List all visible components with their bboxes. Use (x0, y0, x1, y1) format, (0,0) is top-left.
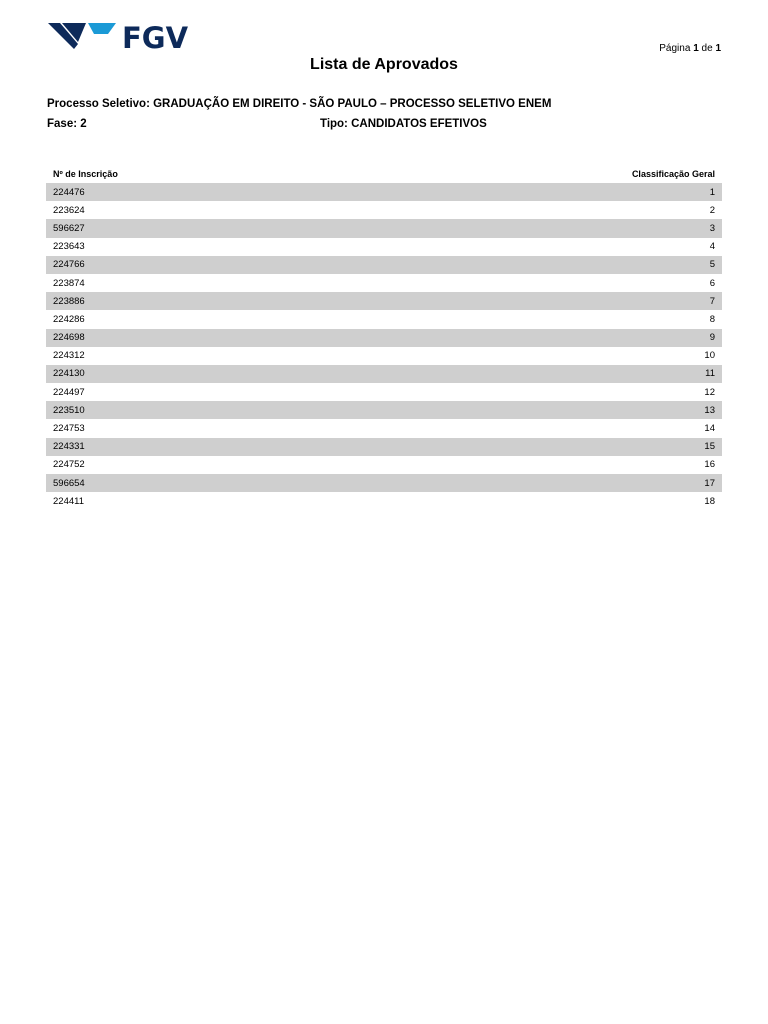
cell-inscricao: 596654 (53, 477, 85, 489)
cell-classificacao: 5 (709, 259, 715, 271)
page-total: 1 (715, 43, 721, 54)
cell-inscricao: 224766 (53, 259, 85, 271)
table-row (46, 383, 722, 401)
tipo-value: CANDIDATOS EFETIVOS (351, 118, 487, 130)
cell-inscricao: 224752 (53, 459, 85, 471)
cell-inscricao: 224130 (53, 368, 85, 380)
cell-inscricao: 223643 (53, 241, 85, 253)
page-of: de (701, 43, 713, 54)
cell-inscricao: 224753 (53, 423, 85, 435)
tipo-line (320, 118, 487, 130)
header-inscricao: Nº de Inscrição (53, 169, 118, 179)
fgv-logo (48, 22, 208, 50)
cell-inscricao: 223624 (53, 204, 85, 216)
tipo-label: Tipo: (320, 118, 348, 130)
table-row (46, 201, 722, 219)
table-row (46, 492, 722, 510)
cell-classificacao: 8 (709, 313, 715, 325)
table-row (46, 256, 722, 274)
cell-classificacao: 9 (709, 332, 715, 344)
processo-value: GRADUAÇÃO EM DIREITO - SÃO PAULO – PROCESSO SELETIVO ENEM (153, 98, 552, 110)
cell-classificacao: 15 (704, 441, 715, 453)
cell-inscricao: 223886 (53, 295, 85, 307)
processo-label: Processo Seletivo: (47, 98, 150, 110)
cell-inscricao: 596627 (53, 222, 85, 234)
table-row (46, 292, 722, 310)
table-row (46, 365, 722, 383)
cell-inscricao: 223874 (53, 277, 85, 289)
cell-inscricao: 224312 (53, 350, 85, 362)
table-row (46, 183, 722, 201)
table-row (46, 438, 722, 456)
table-row (46, 347, 722, 365)
page-title: Lista de Aprovados (310, 56, 458, 73)
table-row (46, 419, 722, 437)
table-row (46, 274, 722, 292)
cell-classificacao: 14 (704, 423, 715, 435)
page-label: Página (659, 43, 691, 54)
cell-classificacao: 17 (704, 477, 715, 489)
cell-inscricao: 223510 (53, 404, 85, 416)
fase-value: 2 (80, 118, 87, 130)
cell-inscricao: 224698 (53, 332, 85, 344)
cell-classificacao: 7 (709, 295, 715, 307)
page-current: 1 (693, 43, 699, 54)
cell-inscricao: 224497 (53, 386, 85, 398)
approved-table (46, 165, 722, 510)
table-header (46, 165, 722, 183)
cell-classificacao: 11 (705, 368, 715, 380)
cell-classificacao: 3 (709, 222, 715, 234)
table-row (46, 456, 722, 474)
cell-classificacao: 2 (709, 204, 715, 216)
cell-classificacao: 1 (709, 186, 715, 198)
cell-classificacao: 16 (704, 459, 715, 471)
table-row (46, 401, 722, 419)
table-row (46, 329, 722, 347)
processo-line (47, 98, 551, 110)
cell-classificacao: 6 (709, 277, 715, 289)
cell-classificacao: 13 (704, 404, 715, 416)
cell-inscricao: 224476 (53, 186, 85, 198)
fase-line (47, 118, 87, 130)
cell-classificacao: 12 (704, 386, 715, 398)
table-row (46, 219, 722, 237)
table-row (46, 474, 722, 492)
table-row (46, 238, 722, 256)
cell-classificacao: 10 (704, 350, 715, 362)
logo-text: FGV (122, 22, 189, 50)
page-indicator (659, 43, 721, 54)
cell-inscricao: 224331 (53, 441, 85, 453)
fase-label: Fase: (47, 118, 78, 130)
cell-inscricao: 224411 (53, 495, 84, 507)
cell-classificacao: 4 (709, 241, 715, 253)
cell-inscricao: 224286 (53, 313, 85, 325)
cell-classificacao: 18 (704, 495, 715, 507)
table-row (46, 310, 722, 328)
header-classificacao: Classificação Geral (631, 169, 715, 179)
